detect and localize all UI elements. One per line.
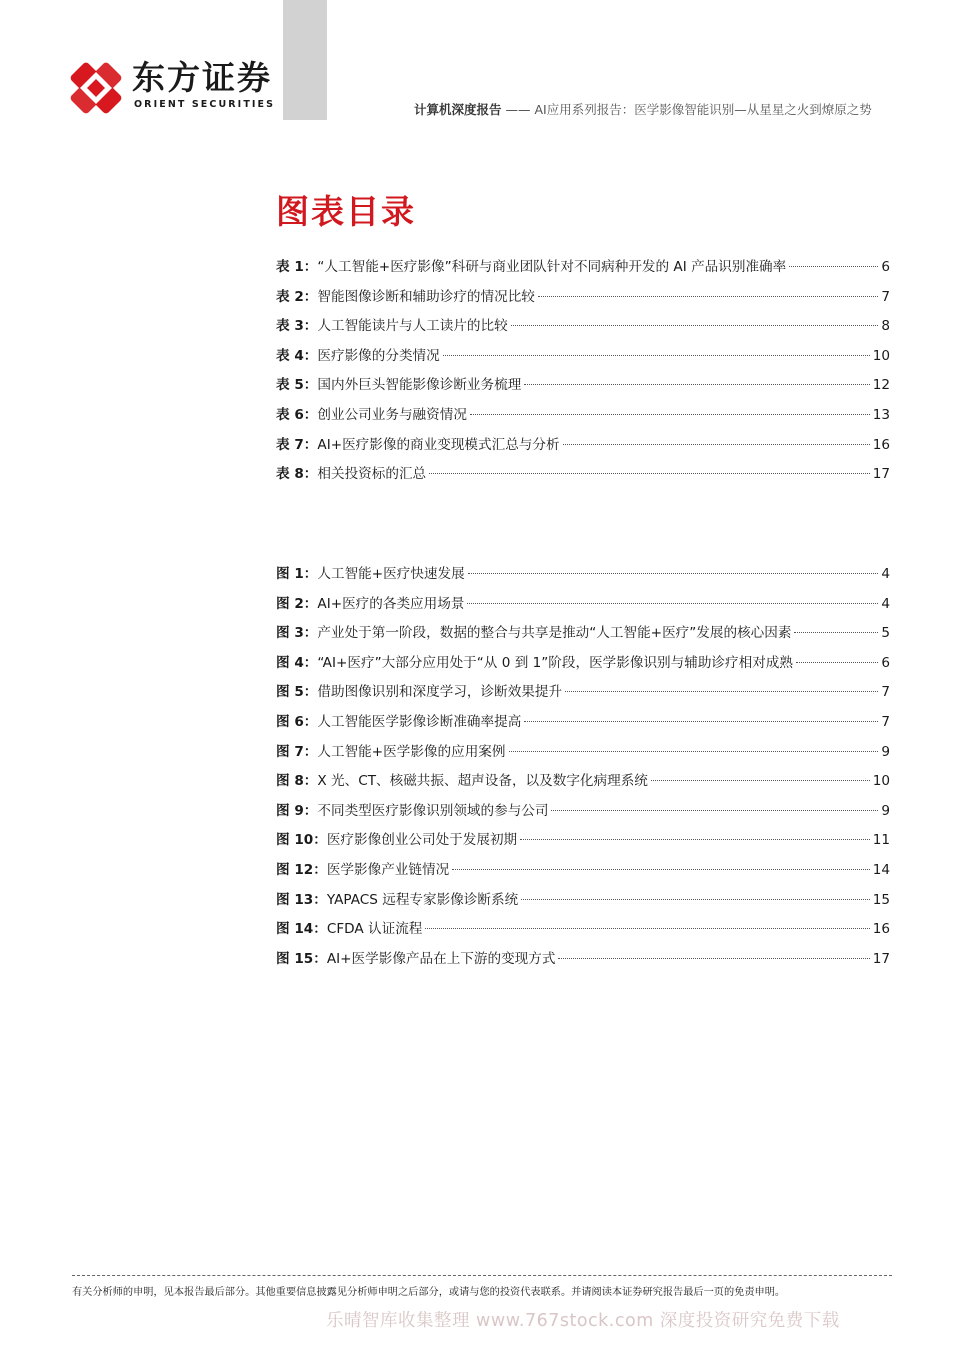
brand-name-en: ORIENT SECURITIES: [134, 99, 276, 110]
entry-label: 图 15：: [276, 950, 327, 967]
brand-name-cn: 东方证券: [132, 58, 272, 97]
entry-page: 12: [872, 377, 890, 394]
entry-label: 表 5：: [276, 377, 318, 394]
orient-securities-logo-icon: [66, 58, 126, 118]
entry-page: 10: [872, 773, 890, 790]
dot-leader: [520, 839, 870, 840]
entry-page: 17: [872, 466, 890, 483]
entry-page: 17: [872, 950, 890, 967]
entry-page: 11: [872, 832, 890, 849]
entry-title: 医疗影像的分类情况: [317, 347, 440, 364]
entry-page: 16: [872, 921, 890, 938]
entry-page: 6: [881, 259, 890, 275]
dot-leader: [467, 603, 878, 604]
entry-page: 13: [872, 406, 890, 423]
header-separator: ——: [501, 102, 535, 117]
entry-title: 医学影像产业链情况: [326, 861, 450, 878]
entry-title: AI+医疗影像的商业变现模式汇总与分析: [317, 436, 560, 453]
entry-title: 人工智能+医学影像的应用案例: [317, 743, 506, 760]
report-header: [414, 100, 892, 118]
dot-leader: [789, 266, 878, 267]
entry-title: 国内外巨头智能影像诊断业务梳理: [317, 377, 522, 394]
toc-entry-figure-14[interactable]: [276, 917, 890, 947]
dot-leader: [509, 751, 879, 752]
report-type: 计算机深度报告: [414, 102, 502, 117]
table-list: [276, 255, 890, 492]
entry-page: 9: [881, 802, 890, 819]
entry-label: 图 7：: [276, 743, 318, 760]
entry-page: 7: [881, 713, 890, 730]
entry-page: 14: [872, 861, 890, 878]
entry-label: 表 7：: [276, 436, 318, 453]
footer-divider: [72, 1275, 892, 1276]
toc-entry-table-8[interactable]: [276, 462, 890, 492]
entry-label: 图 4：: [276, 654, 318, 671]
dot-leader: [794, 632, 878, 633]
entry-label: 图 9：: [276, 802, 318, 819]
toc-entry-figure-4[interactable]: [276, 651, 890, 681]
entry-label: 图 2：: [276, 595, 318, 612]
toc-entry-figure-15[interactable]: [276, 947, 890, 977]
toc-entry-figure-6[interactable]: [276, 710, 890, 740]
toc-entry-figure-13[interactable]: [276, 888, 890, 918]
toc-entry-table-3[interactable]: [276, 314, 890, 344]
entry-page: 4: [881, 566, 890, 582]
footer-disclaimer: 有关分析师的申明，见本报告最后部分。其他重要信息披露见分析师申明之后部分，或请与您的投资代表联系。并请阅读本证券研究报告最后一页的免责申明。: [72, 1287, 786, 1298]
entry-label: 表 1：: [276, 259, 318, 275]
toc-entry-table-4[interactable]: [276, 344, 890, 374]
entry-label: 表 8：: [276, 466, 318, 483]
dot-leader: [558, 958, 869, 959]
entry-label: 图 3：: [276, 625, 318, 642]
entry-title: 创业公司业务与融资情况: [317, 406, 467, 423]
toc-entry-figure-5[interactable]: [276, 680, 890, 710]
entry-page: 7: [881, 288, 890, 305]
entry-title: 相关投资标的汇总: [317, 466, 427, 483]
entry-label: 表 2：: [276, 288, 318, 305]
toc-entry-table-6[interactable]: [276, 403, 890, 433]
dot-leader: [443, 355, 870, 356]
toc-entry-figure-12[interactable]: [276, 858, 890, 888]
toc-entry-table-1[interactable]: [276, 255, 890, 285]
entry-title: “AI+医疗”大部分应用处于“从 0 到 1”阶段，医学影像识别与辅助诊疗相对成熟: [317, 654, 793, 671]
dot-leader: [563, 444, 870, 445]
dot-leader: [796, 662, 878, 663]
entry-label: 图 1：: [276, 566, 318, 582]
dot-leader: [470, 414, 870, 415]
entry-page: 16: [872, 436, 890, 453]
entry-title: 智能图像诊断和辅助诊疗的情况比较: [317, 288, 535, 305]
entry-label: 图 12：: [276, 861, 327, 878]
entry-title: 不同类型医疗影像识别领域的参与公司: [317, 802, 549, 819]
toc-entry-figure-9[interactable]: [276, 799, 890, 829]
entry-label: 表 4：: [276, 347, 318, 364]
dot-leader: [429, 473, 870, 474]
entry-page: 10: [872, 347, 890, 364]
entry-page: 4: [881, 595, 890, 612]
entry-label: 图 8：: [276, 773, 318, 790]
entry-page: 15: [872, 891, 890, 908]
entry-page: 7: [881, 684, 890, 701]
dot-leader: [468, 573, 879, 574]
header-gray-band: [283, 0, 327, 120]
entry-page: 5: [881, 625, 890, 642]
entry-label: 图 14：: [276, 921, 327, 938]
entry-label: 图 13：: [276, 891, 327, 908]
entry-label: 表 6：: [276, 406, 318, 423]
footer-watermark: 乐晴智库收集整理 www.767stock.com 深度投资研究免费下载: [326, 1311, 840, 1331]
entry-title: 人工智能读片与人工读片的比较: [317, 318, 508, 335]
toc-entry-figure-7[interactable]: [276, 740, 890, 770]
entry-title: 借助图像识别和深度学习，诊断效果提升: [317, 684, 563, 701]
entry-label: 图 5：: [276, 684, 318, 701]
dot-leader: [521, 899, 870, 900]
report-subtitle: AI应用系列报告：医学影像智能识别—从星星之火到燎原之势: [534, 102, 872, 117]
entry-title: 人工智能+医疗快速发展: [317, 566, 465, 582]
entry-title: 医疗影像创业公司处于发展初期: [326, 832, 518, 849]
entry-page: 6: [881, 654, 890, 671]
entry-title: 产业处于第一阶段，数据的整合与共享是推动“人工智能+医疗”发展的核心因素: [317, 625, 792, 642]
entry-title: YAPACS 远程专家影像诊断系统: [326, 891, 519, 908]
entry-title: 人工智能医学影像诊断准确率提高: [317, 713, 522, 730]
dot-leader: [651, 780, 870, 781]
toc-entry-figure-1[interactable]: [276, 562, 890, 592]
entry-label: 表 3：: [276, 318, 318, 335]
dot-leader: [425, 928, 869, 929]
dot-leader: [565, 691, 878, 692]
dot-leader: [511, 325, 879, 326]
toc-entry-figure-3[interactable]: [276, 621, 890, 651]
toc-entry-table-2[interactable]: [276, 285, 890, 315]
entry-label: 图 6：: [276, 713, 318, 730]
entry-page: 9: [881, 743, 890, 760]
dot-leader: [538, 296, 878, 297]
dot-leader: [524, 721, 878, 722]
entry-title: “人工智能+医疗影像”科研与商业团队针对不同病种开发的 AI 产品识别准确率: [317, 259, 787, 275]
entry-label: 图 10：: [276, 832, 327, 849]
entry-page: 8: [881, 318, 890, 335]
toc-entry-figure-8[interactable]: [276, 769, 890, 799]
entry-title: X 光、CT、核磁共振、超声设备，以及数字化病理系统: [317, 773, 648, 790]
dot-leader: [524, 384, 869, 385]
entry-title: AI+医学影像产品在上下游的变现方式: [326, 950, 556, 967]
toc-entry-table-7[interactable]: [276, 433, 890, 463]
toc-entry-figure-2[interactable]: [276, 592, 890, 622]
toc-entry-table-5[interactable]: [276, 373, 890, 403]
dot-leader: [452, 869, 870, 870]
entry-title: AI+医疗的各类应用场景: [317, 595, 465, 612]
toc-entry-figure-10[interactable]: [276, 828, 890, 858]
dot-leader: [551, 810, 878, 811]
entry-title: CFDA 认证流程: [326, 921, 423, 938]
figure-list: [276, 562, 890, 976]
toc-title: 图表目录: [276, 192, 416, 231]
